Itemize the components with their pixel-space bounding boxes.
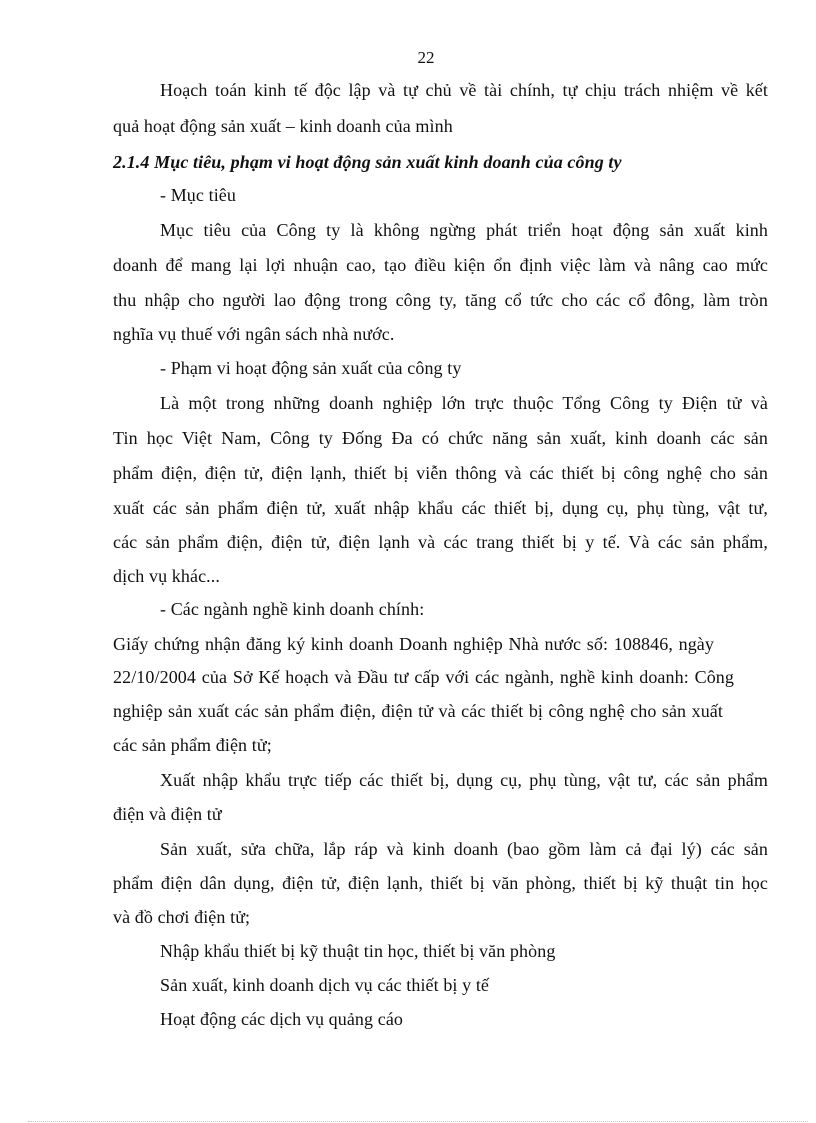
paragraph-line: điện và điện tử xyxy=(113,804,222,824)
paragraph-line: các sản phẩm điện, điện tử, điện lạnh và các trang thiết bị y tế. Và các sản phẩm, xyxy=(113,532,768,552)
paragraph-line: thu nhập cho người lao động trong công ty, tăng cổ tức cho các cổ đông, làm tròn xyxy=(113,290,768,310)
paragraph-line: các sản phẩm điện tử; xyxy=(113,735,272,755)
paragraph-line: Hoạch toán kinh tế độc lập và tự chủ về tài chính, tự chịu trách nhiệm về kết xyxy=(160,80,768,100)
paragraph-line: phẩm điện dân dụng, điện tử, điện lạnh, thiết bị văn phòng, thiết bị kỹ thuật tin học xyxy=(113,873,768,893)
paragraph-line: dịch vụ khác... xyxy=(113,566,220,586)
paragraph-line: Mục tiêu của Công ty là không ngừng phát triển hoạt động sản xuất kinh xyxy=(160,220,768,240)
paragraph-line: Sản xuất, sửa chữa, lắp ráp và kinh doanh (bao gồm làm cả đại lý) các sản xyxy=(160,839,768,859)
bullet-heading-business-lines: - Các ngành nghề kinh doanh chính: xyxy=(160,599,425,619)
paragraph-line: Là một trong những doanh nghiệp lớn trực thuộc Tổng Công ty Điện tử và xyxy=(160,393,768,413)
paragraph-line: phẩm điện, điện tử, điện lạnh, thiết bị viễn thông và các thiết bị công nghệ cho sản xyxy=(113,463,768,483)
paragraph-line: Tin học Việt Nam, Công ty Đống Đa có chức năng sản xuất, kinh doanh các sản xyxy=(113,428,768,448)
paragraph-line: Hoạt động các dịch vụ quảng cáo xyxy=(160,1009,404,1029)
page-number: 22 xyxy=(417,48,435,67)
paragraph-line: Nhập khẩu thiết bị kỹ thuật tin học, thiết bị văn phòng xyxy=(160,941,556,961)
paragraph-line: doanh để mang lại lợi nhuận cao, tạo điều kiện ổn định việc làm và nâng cao mức xyxy=(113,255,768,275)
paragraph-line: nghiệp sản xuất các sản phẩm điện, điện tử và các thiết bị công nghệ cho sản xuất xyxy=(113,701,723,721)
paragraph-line: 22/10/2004 của Sở Kế hoạch và Đầu tư cấp với các ngành, nghề kinh doanh: Công xyxy=(113,667,734,687)
paragraph-line: Xuất nhập khẩu trực tiếp các thiết bị, dụng cụ, phụ tùng, vật tư, các sản phẩm xyxy=(160,770,768,790)
paragraph-line: quả hoạt động sản xuất – kinh doanh của mình xyxy=(113,116,453,136)
paragraph-line: và đồ chơi điện tử; xyxy=(113,907,251,927)
paragraph-line: xuất các sản phẩm điện tử, xuất nhập khẩu các thiết bị, dụng cụ, phụ tùng, vật tư, xyxy=(113,498,768,518)
bullet-heading-scope: - Phạm vi hoạt động sản xuất của công ty xyxy=(160,358,462,378)
paragraph-line: nghĩa vụ thuế với ngân sách nhà nước. xyxy=(113,324,395,344)
bullet-heading-objective: - Mục tiêu xyxy=(160,185,236,205)
paragraph-line: Sản xuất, kinh doanh dịch vụ các thiết bị y tế xyxy=(160,975,490,995)
page-bottom-divider xyxy=(28,1121,808,1122)
paragraph-line: Giấy chứng nhận đăng ký kinh doanh Doanh nghiệp Nhà nước số: 108846, ngày xyxy=(113,634,714,654)
section-heading: 2.1.4 Mục tiêu, phạm vi hoạt động sản xuất kinh doanh của công ty xyxy=(113,152,622,172)
